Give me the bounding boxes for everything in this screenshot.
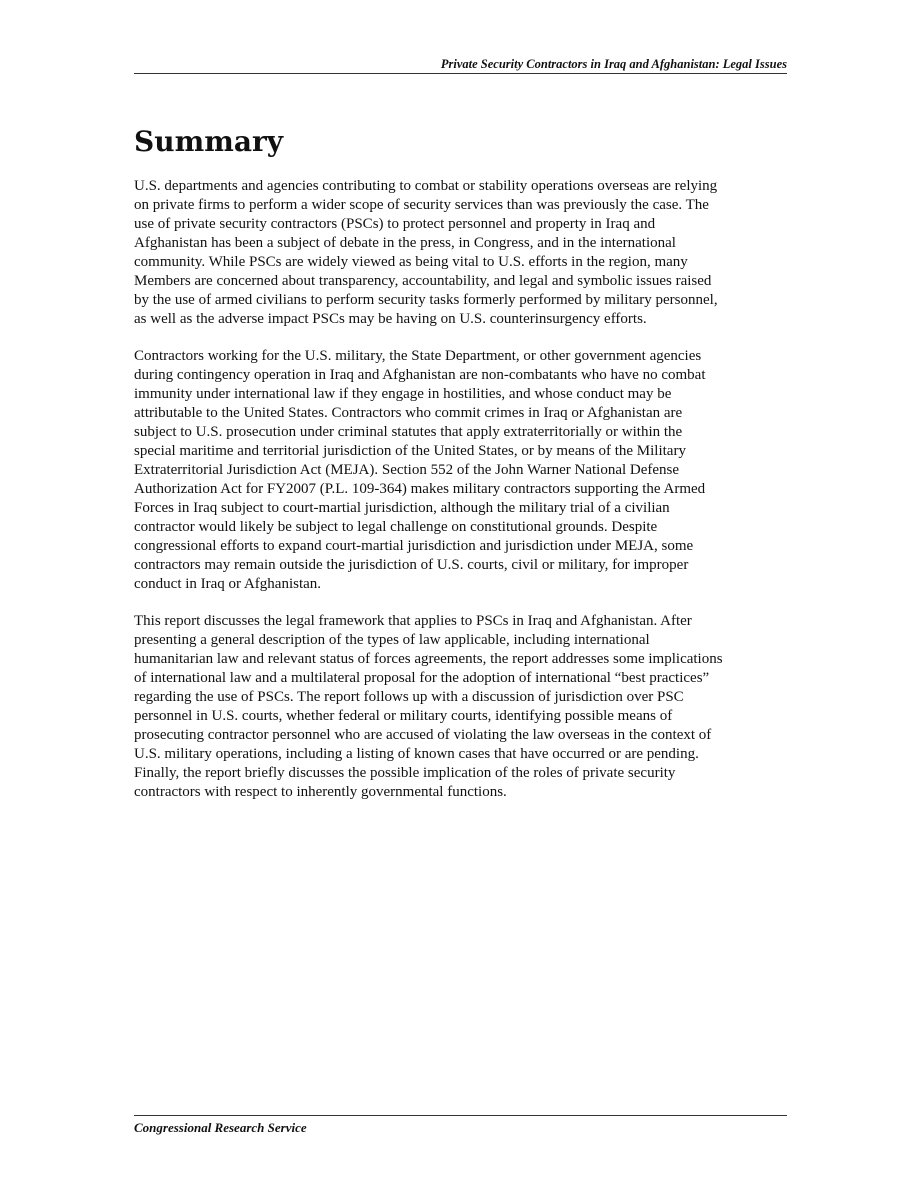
text-line: Members are concerned about transparency, accountability, and legal and symbolic issues raised <box>134 272 712 289</box>
text-line: by the use of armed civilians to perform security tasks formerly performed by military personnel, <box>134 291 718 308</box>
text-line: use of private security contractors (PSCs) to protect personnel and property in Iraq and <box>134 215 656 232</box>
page-title: Summary <box>134 125 283 158</box>
text-line: as well as the adverse impact PSCs may be having on U.S. counterinsurgency efforts. <box>134 310 647 327</box>
text-line: regarding the use of PSCs. The report follows up with a discussion of jurisdiction over PSC <box>134 689 684 706</box>
text-line: U.S. departments and agencies contributing to combat or stability operations overseas are relying <box>134 178 718 194</box>
summary-body <box>134 177 787 820</box>
text-line: contractors with respect to inherently governmental functions. <box>134 783 507 800</box>
text-line: community. While PSCs are widely viewed as being vital to U.S. efforts in the region, many <box>134 253 688 270</box>
text-line: contractors may remain outside the jurisdiction of U.S. courts, civil or military, for improper <box>134 556 689 573</box>
footer-rule <box>134 1115 787 1116</box>
running-header-title: Private Security Contractors in Iraq and Afghanistan: Legal Issues <box>440 57 787 71</box>
running-footer-source: Congressional Research Service <box>134 1120 307 1135</box>
text-line: immunity under international law if they engage in hostilities, and whose conduct may be <box>134 386 672 403</box>
paragraph-3 <box>134 612 787 802</box>
paragraph-2 <box>134 347 787 593</box>
text-line: on private firms to perform a wider scope of security services than was previously the case. The <box>134 196 709 213</box>
text-line: U.S. military operations, including a listing of known cases that have occurred or are pending. <box>134 745 699 762</box>
text-line: congressional efforts to expand court-martial jurisdiction and jurisdiction under MEJA, some <box>134 537 694 554</box>
text-line: Contractors working for the U.S. military, the State Department, or other government agencies <box>134 348 702 365</box>
text-line: Authorization Act for FY2007 (P.L. 109-364) makes military contractors supporting the Armed <box>134 480 706 497</box>
text-line: prosecuting contractor personnel who are accused of violating the law overseas in the context of <box>134 726 712 743</box>
text-line: presenting a general description of the types of law applicable, including international <box>134 632 650 649</box>
text-line: Finally, the report briefly discusses the possible implication of the roles of private security <box>134 764 676 781</box>
text-line: humanitarian law and relevant status of forces agreements, the report addresses some implications <box>134 651 723 668</box>
text-line: subject to U.S. prosecution under criminal statutes that apply extraterritorially or within the <box>134 424 683 441</box>
text-line: Afghanistan has been a subject of debate in the press, in Congress, and in the international <box>134 234 676 251</box>
paragraph-1 <box>134 177 787 329</box>
text-line: special maritime and territorial jurisdiction of the United States, or by means of the Military <box>134 442 686 459</box>
text-line: attributable to the United States. Contractors who commit crimes in Iraq or Afghanistan are <box>134 405 683 422</box>
text-line: of international law and a multilateral proposal for the adoption of international “best practices” <box>134 670 710 687</box>
text-line: Extraterritorial Jurisdiction Act (MEJA). Section 552 of the John Warner National Defense <box>134 461 680 478</box>
header-rule <box>134 73 787 74</box>
text-line: conduct in Iraq or Afghanistan. <box>134 575 322 592</box>
text-line: during contingency operation in Iraq and Afghanistan are non-combatants who have no combat <box>134 367 706 384</box>
text-line: personnel in U.S. courts, whether federal or military courts, identifying possible means of <box>134 707 673 724</box>
text-line: This report discusses the legal framework that applies to PSCs in Iraq and Afghanistan. After <box>134 613 692 630</box>
text-line: Forces in Iraq subject to court-martial jurisdiction, although the military trial of a civilian <box>134 499 670 516</box>
text-line: contractor would likely be subject to legal challenge on constitutional grounds. Despite <box>134 518 658 535</box>
